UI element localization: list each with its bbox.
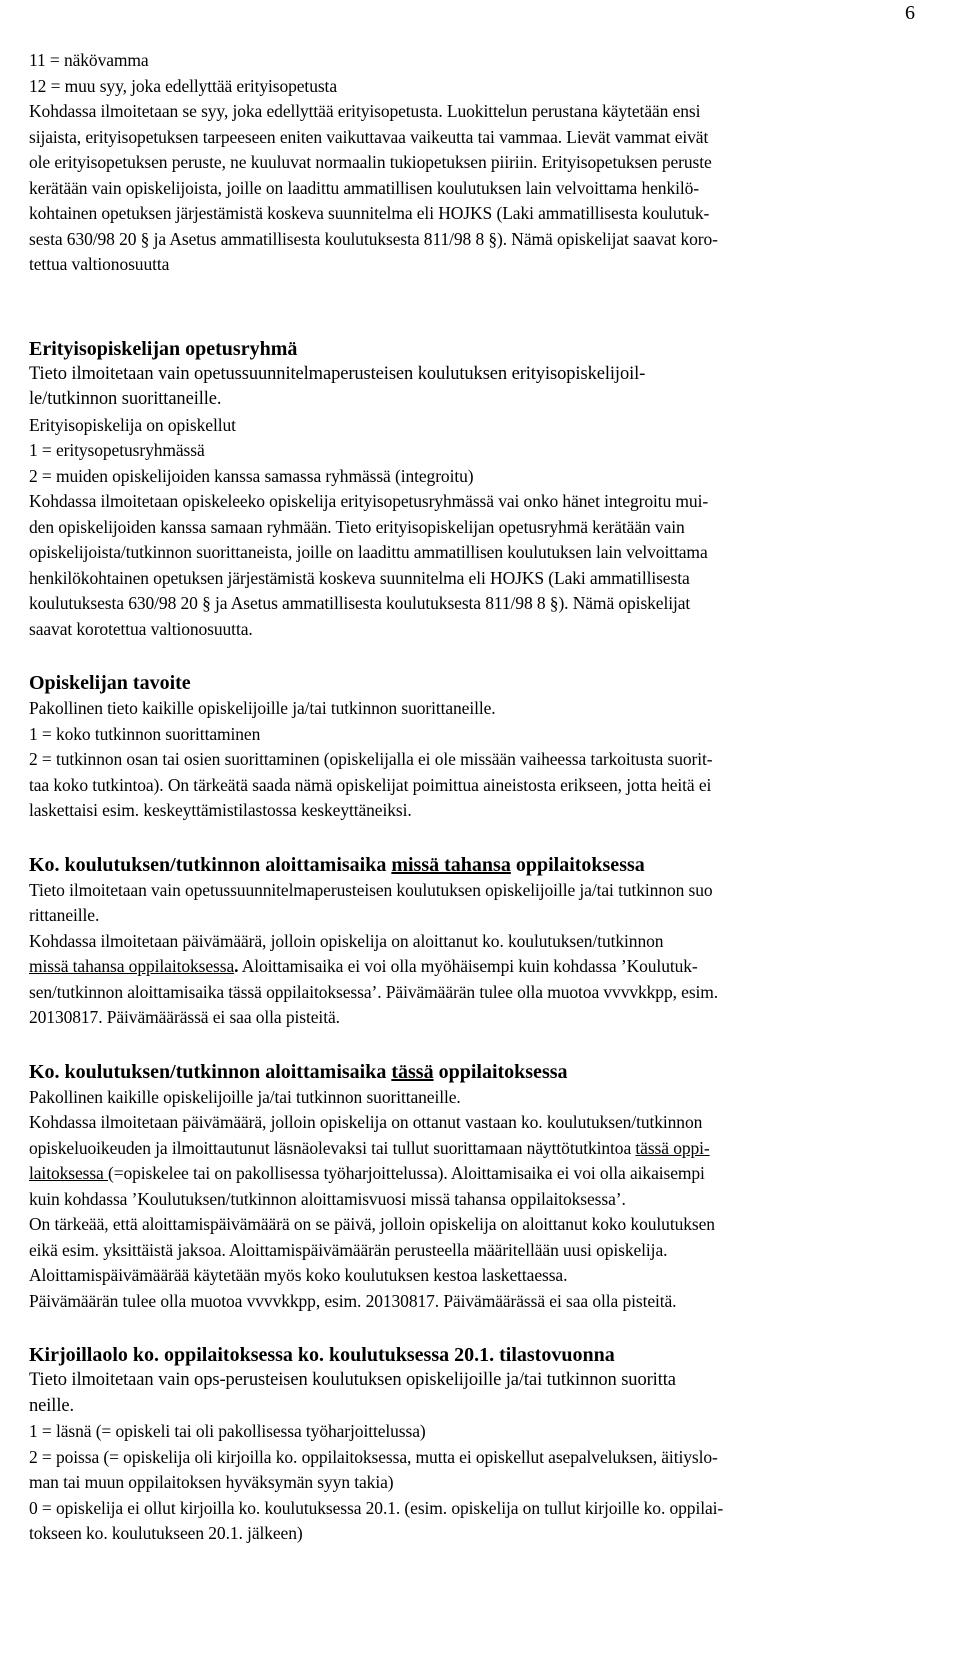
text-line: tettua valtionosuutta <box>29 254 170 274</box>
underlined-text: missä tahansa oppilaitoksessa <box>29 956 235 976</box>
section-kirjoillaolo <box>29 1342 939 1547</box>
text-line: Erityisopiskelija on opiskellut <box>29 414 236 435</box>
heading-part: oppilaitoksessa <box>510 853 645 876</box>
text-line: Kohdassa ilmoitetaan se syy, joka edellyttää erityisopetusta. Luokittelun perustana käytetään ensi <box>29 101 701 121</box>
text-line: kuin kohdassa ’Koulutuksen/tutkinnon aloittamisvuosi missä tahansa oppilaitoksessa’. <box>29 1188 626 1209</box>
heading-part: Ko. koulutuksen/tutkinnon aloittamisaika <box>29 853 392 876</box>
text-line: opiskelijoista/tutkinnon suorittaneista, joille on laadittu ammatillisen koulutuksen lain velvoittama <box>29 542 708 562</box>
text-line: Kohdassa ilmoitetaan päivämäärä, jolloin opiskelija on ottanut vastaan ko. koulutuksen/tutkinnon <box>29 1112 703 1132</box>
text-line <box>29 1161 939 1187</box>
section-tavoite <box>29 670 939 824</box>
text-line: Päivämäärän tulee olla muotoa vvvvkkpp, esim. 20130817. Päivämäärässä ei saa olla pisteitä. <box>29 1290 677 1311</box>
text-line: Kohdassa ilmoitetaan päivämäärä, jolloin opiskelija on aloittanut ko. koulutuksen/tutkinnon <box>29 930 664 951</box>
section-aloittamisaika-missa-tahansa <box>29 852 939 1031</box>
text-line: man tai muun oppilaitoksen hyväksymän syyn takia) <box>29 1472 394 1492</box>
text-line: neille. <box>29 1395 75 1416</box>
text-line: koulutuksesta 630/98 20 § ja Asetus ammatillisesta koulutuksesta 811/98 8 §). Nämä opiskelijat <box>29 593 691 613</box>
text-line: 0 = opiskelija ei ollut kirjoilla ko. koulutuksessa 20.1. (esim. opiskelija on tullut kirjoille ko. oppilai- <box>29 1497 724 1518</box>
text-line: sijaista, erityisopetuksen tarpeeseen eniten vaikuttavaa vaikeutta tai vammaa. Lievät vammat eivät <box>29 126 709 147</box>
text-line: sen/tutkinnon aloittamisaika tässä oppilaitoksessa’. Päivämäärän tulee olla muotoa vvvvkkpp, esim. <box>29 981 719 1002</box>
text-line: Tieto ilmoitetaan vain opetussuunnitelmaperusteisen koulutuksen opiskelijoille ja/tai tutkinnon suo <box>29 879 713 900</box>
section-opetusryhma <box>29 336 939 643</box>
document-body <box>29 48 939 1547</box>
heading-part: oppilaitoksessa <box>433 1060 568 1083</box>
heading-underlined: tässä <box>391 1060 434 1083</box>
text-line: henkilökohtainen opetuksen järjestämistä koskeva suunnitelma eli HOJKS (Laki ammatillisesta <box>29 567 690 588</box>
text-line: 12 = muu syy, joka edellyttää erityisopetusta <box>29 75 337 96</box>
text-line: 11 = näkövamma <box>29 50 149 70</box>
text-line: Kohdassa ilmoitetaan opiskeleeko opiskelija erityisopetusryhmässä vai onko hänet integroitu mui- <box>29 491 709 511</box>
text-line: sesta 630/98 20 § ja Asetus ammatillisesta koulutuksesta 811/98 8 §). Nämä opiskelijat saavat koro- <box>29 228 718 249</box>
text-line <box>29 954 939 980</box>
text-line: 2 = tutkinnon osan tai osien suorittaminen (opiskelijalla ei ole missään vaiheessa tarkoitusta suorit- <box>29 749 713 769</box>
text-line: Pakollinen tieto kaikille opiskelijoille ja/tai tutkinnon suorittaneille. <box>29 698 496 718</box>
text-line: 2 = poissa (= opiskelija oli kirjoilla ko. oppilaitoksessa, mutta ei opiskellut asepalveluksen, äitiyslo- <box>29 1446 718 1467</box>
text-line: 1 = eritysopetusryhmässä <box>29 440 205 460</box>
text-line <box>29 1136 939 1162</box>
section-aloittamisaika-tassa <box>29 1059 939 1315</box>
page-number: 6 <box>905 2 915 24</box>
text-line: kohtainen opetuksen järjestämistä koskeva suunnitelma eli HOJKS (Laki ammatillisesta koulutuk- <box>29 203 710 223</box>
text-line: 1 = koko tutkinnon suorittaminen <box>29 723 261 744</box>
text-line: tokseen ko. koulutukseen 20.1. jälkeen) <box>29 1523 303 1543</box>
section-heading <box>29 1059 939 1085</box>
text-line: taa koko tutkintoa). On tärkeätä saada nämä opiskelijat poimittua aineistosta erikseen, jotta heitä ei <box>29 774 712 795</box>
section-heading: Erityisopiskelijan opetusryhmä <box>29 337 298 360</box>
text-span: Aloittamisaika ei voi olla myöhäisempi kuin kohdassa ’Koulutuk- <box>238 956 698 976</box>
heading-part: Ko. koulutuksen/tutkinnon aloittamisaika <box>29 1060 392 1083</box>
text-line: saavat korotettua valtionosuutta. <box>29 618 253 639</box>
text-line: den opiskelijoiden kanssa samaan ryhmään. Tieto erityisopiskelijan opetusryhmä kerätään vain <box>29 516 685 537</box>
bold-text: . <box>234 956 239 976</box>
text-span: opiskeluoikeuden ja ilmoittautunut läsnäolevaksi tai tullut suorittamaan näyttötutkintoa <box>29 1137 636 1158</box>
text-line: Tieto ilmoitetaan vain ops-perusteisen koulutuksen opiskelijoille ja/tai tutkinnon suoritta <box>29 1370 676 1390</box>
text-line: 20130817. Päivämäärässä ei saa olla pisteitä. <box>29 1007 340 1027</box>
text-line: 1 = läsnä (= opiskeli tai oli pakollisessa työharjoittelussa) <box>29 1421 426 1441</box>
underlined-text: tässä oppi- <box>635 1137 710 1158</box>
text-line: On tärkeää, että aloittamispäivämäärä on se päivä, jolloin opiskelija on aloittanut koko koulutuksen <box>29 1214 715 1234</box>
text-line: rittaneille. <box>29 905 100 925</box>
text-line: ole erityisopetuksen peruste, ne kuuluvat normaalin tukiopetuksen piiriin. Erityisopetuksen peruste <box>29 152 712 172</box>
text-line: eikä esim. yksittäistä jaksoa. Aloittamispäivämäärän perusteella määritellään uusi opiskelija. <box>29 1239 668 1260</box>
intro-block <box>29 48 939 278</box>
text-line: 2 = muiden opiskelijoiden kanssa samassa ryhmässä (integroitu) <box>29 465 474 486</box>
text-span: (=opiskelee tai on pakollisessa työharjoittelussa). Aloittamisaika ei voi olla aikaisempi <box>108 1163 705 1183</box>
text-line: kerätään vain opiskelijoista, joille on laadittu ammatillisen koulutuksen lain velvoittama henkilö- <box>29 177 700 198</box>
section-heading: Opiskelijan tavoite <box>29 672 191 694</box>
section-heading: Kirjoillaolo ko. oppilaitoksessa ko. koulutuksessa 20.1. tilastovuonna <box>29 1344 615 1366</box>
text-line: laskettaisi esim. keskeyttämistilastossa keskeyttäneiksi. <box>29 800 412 820</box>
text-line: Aloittamispäivämäärää käytetään myös koko koulutuksen kestoa laskettaessa. <box>29 1265 568 1285</box>
underlined-text: laitoksessa <box>29 1163 108 1183</box>
text-line: le/tutkinnon suorittaneille. <box>29 389 222 409</box>
section-heading <box>29 852 939 878</box>
text-line: Pakollinen kaikille opiskelijoille ja/tai tutkinnon suorittaneille. <box>29 1086 461 1107</box>
heading-underlined: missä tahansa <box>391 853 511 876</box>
text-line: Tieto ilmoitetaan vain opetussuunnitelmaperusteisen koulutuksen erityisopiskelijoil- <box>29 363 646 384</box>
